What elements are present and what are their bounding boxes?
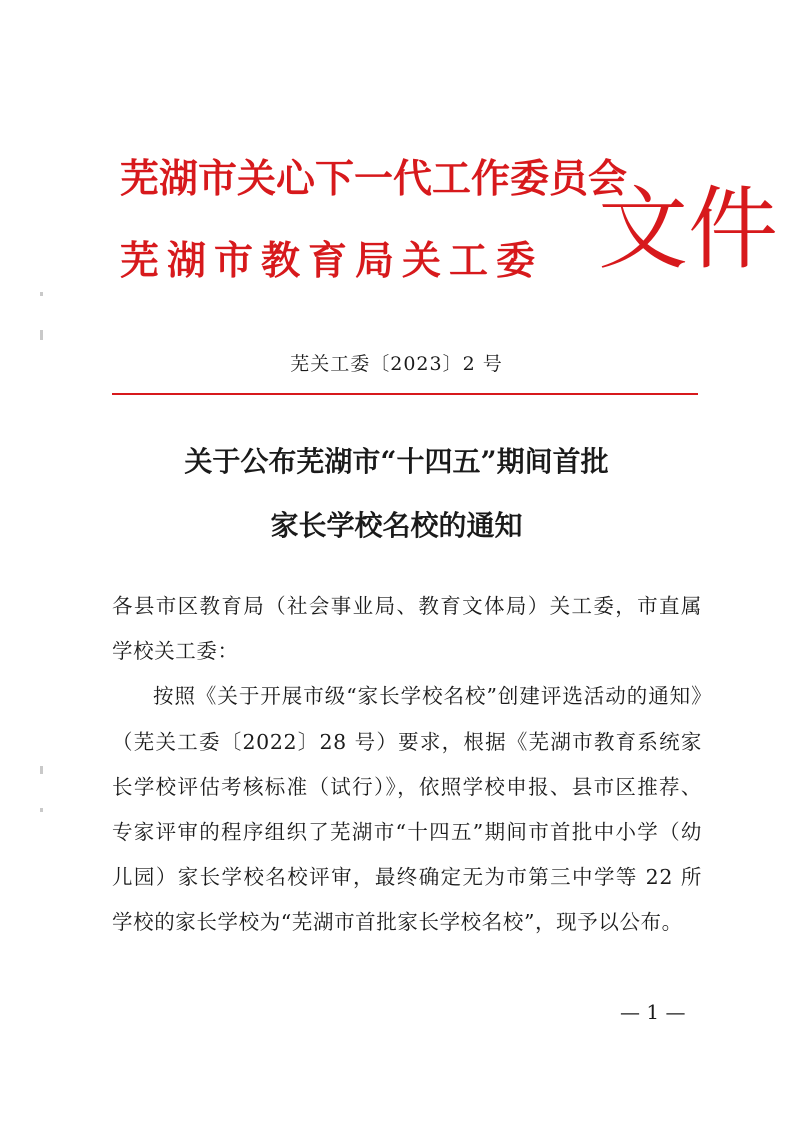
notice-body <box>112 584 702 946</box>
issuer-line-2: 芜湖市教育局关工委 <box>120 238 544 284</box>
notice-title-line-2: 家长学校名校的通知 <box>270 509 523 542</box>
scan-artifact-mark <box>40 808 43 812</box>
body-paragraph: 按照《关于开展市级“家长学校名校”创建评选活动的通知》（芜关工委〔2022〕28 号）要求，根据《芜湖市教育系统家长学校评估考核标准（试行）》，依照学校申报、县市区推荐、专家评审的程序组织了芜湖市“十四五”期间市首批中小学（幼儿园）家长学校名校评审，最终确定无为市第三中学等 22 所学校的家长学校为“芜湖市首批家长学校名校”，现予以公布。 <box>112 684 702 935</box>
page-number: — 1 — <box>620 1000 686 1024</box>
scan-artifact-mark <box>40 330 43 340</box>
document-label: 文件 <box>598 177 778 282</box>
notice-title-line-1: 关于公布芜湖市“十四五”期间首批 <box>184 445 609 478</box>
scan-artifact-mark <box>40 292 43 296</box>
issuer-line-1: 芜湖市关心下一代工作委员会 <box>120 156 628 202</box>
document-number: 芜关工委〔2023〕2 号 <box>290 353 503 375</box>
salutation: 各县市区教育局（社会事业局、教育文体局）关工委，市直属学校关工委： <box>112 594 702 664</box>
scan-artifact-mark <box>40 766 43 774</box>
red-separator-line <box>112 393 698 395</box>
